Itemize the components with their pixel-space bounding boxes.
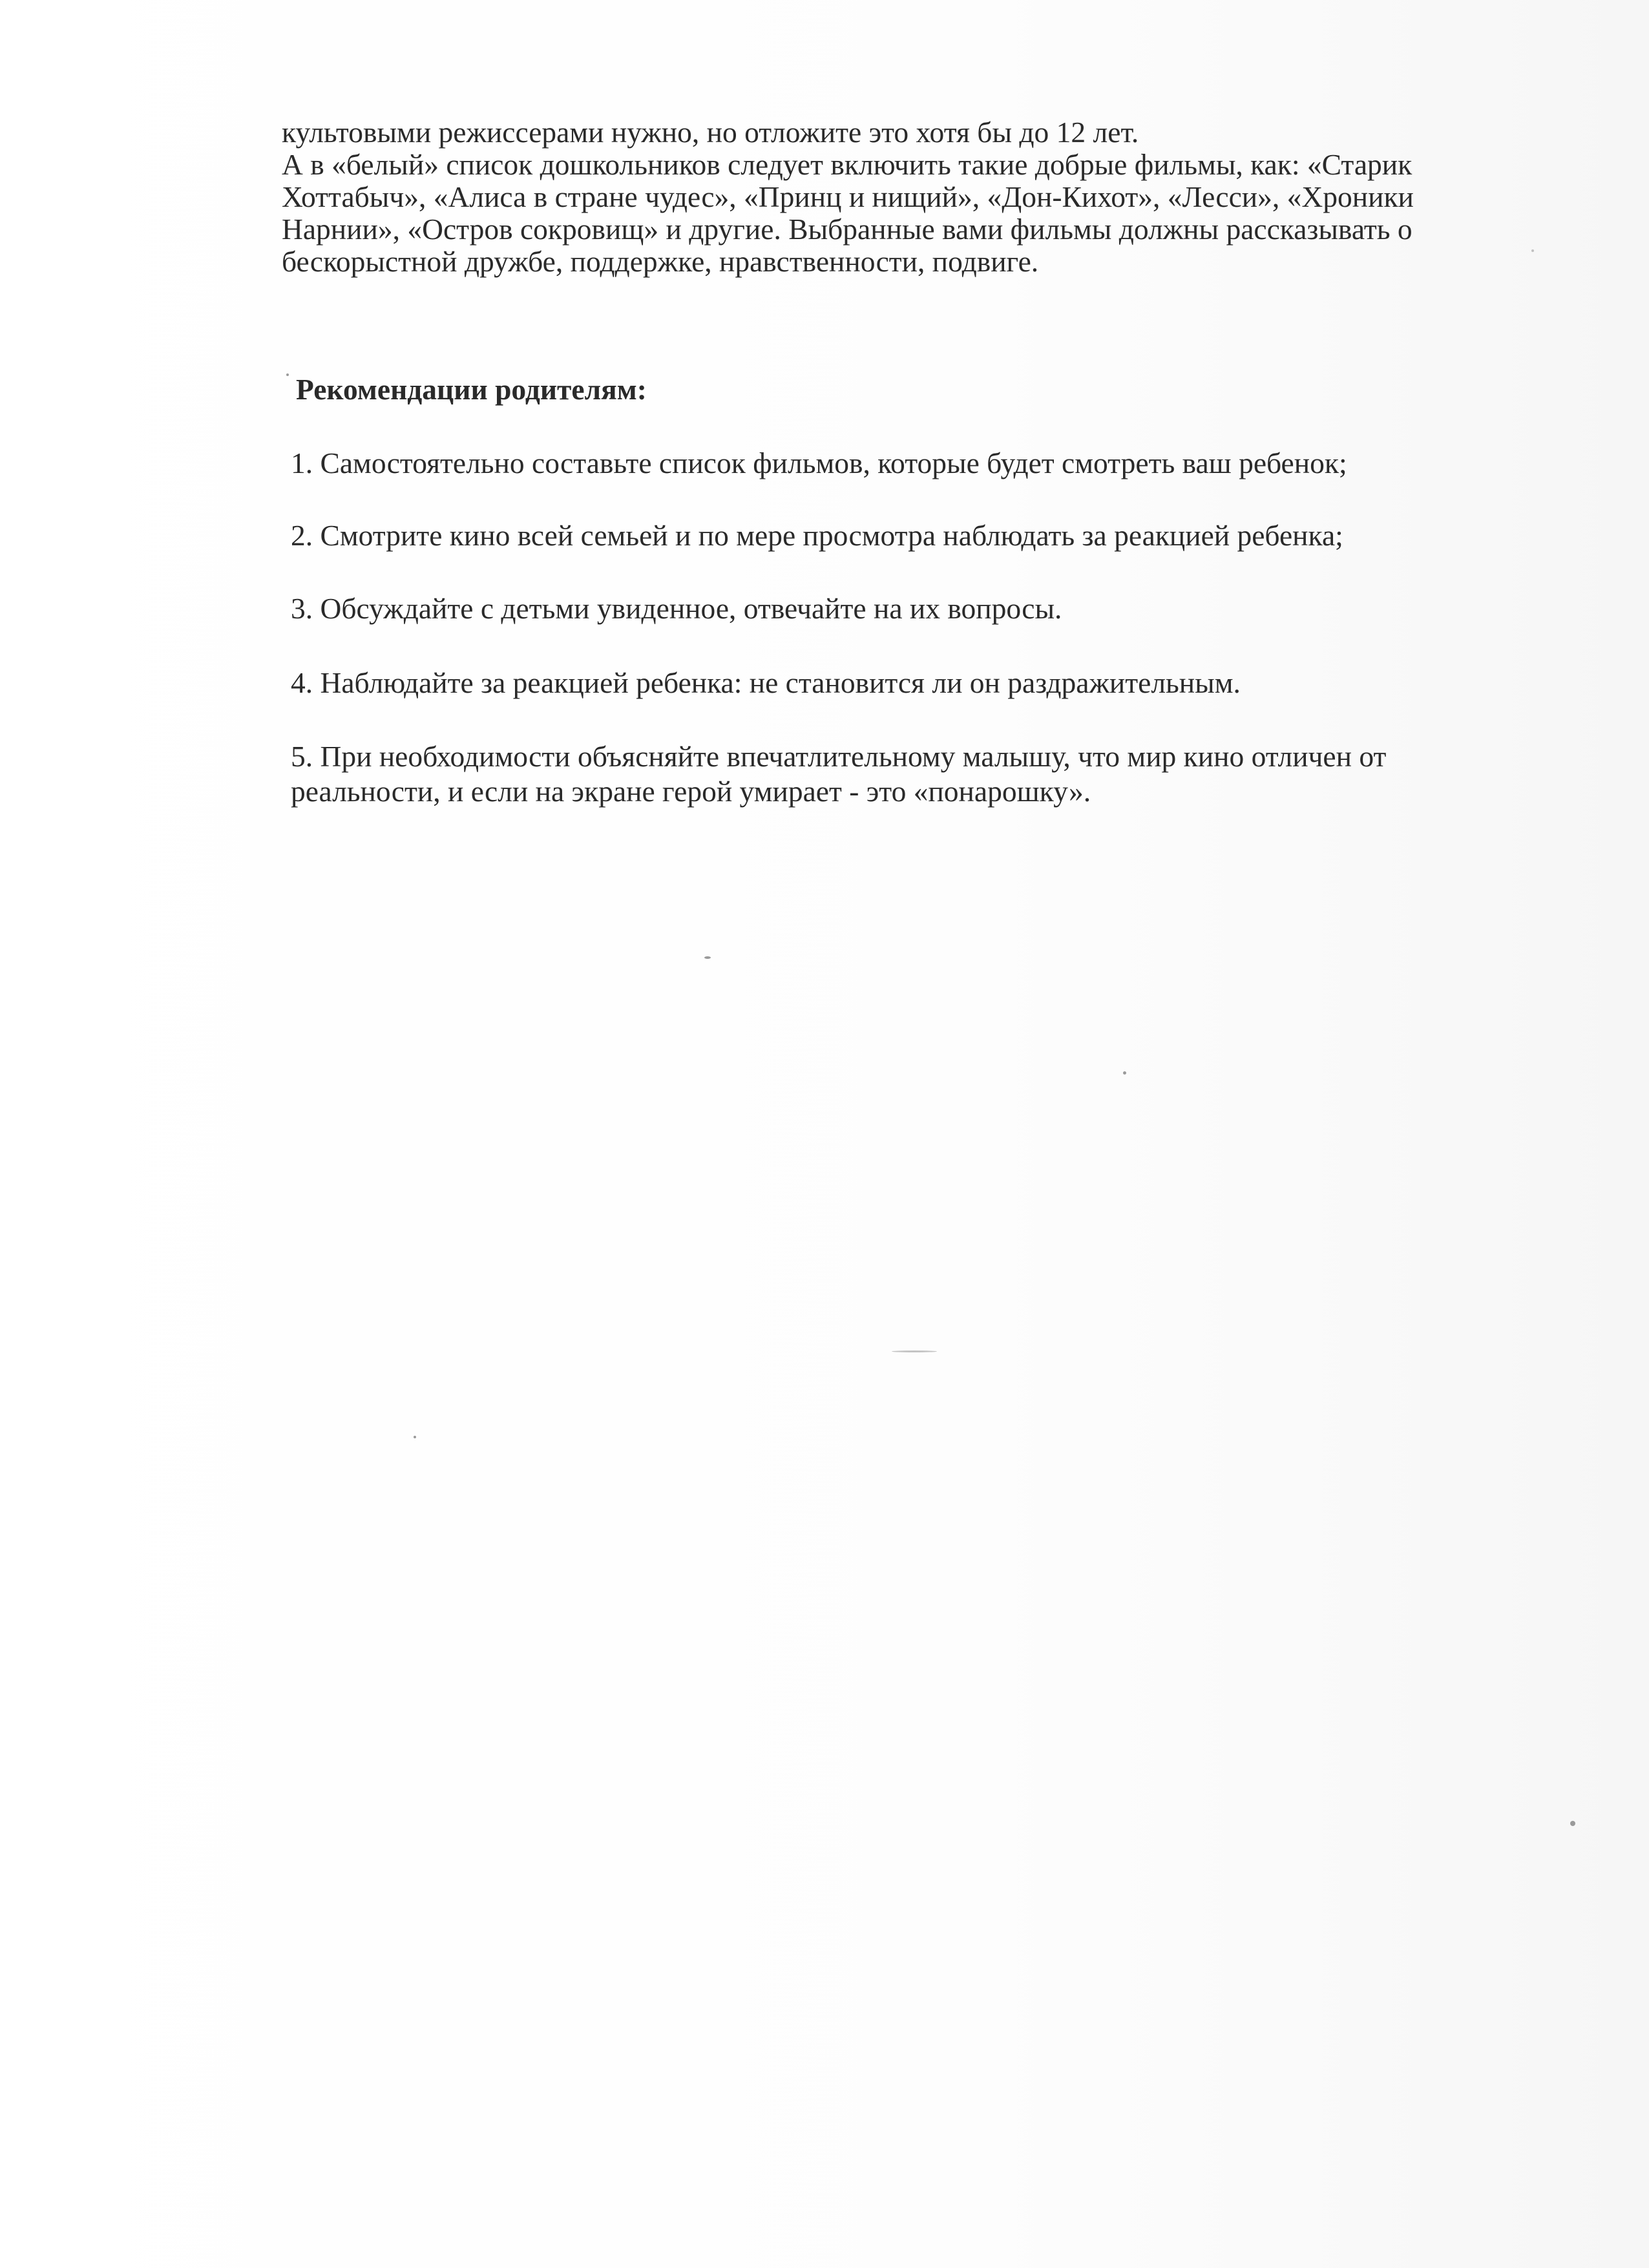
recommendations-heading: Рекомендации родителям:: [296, 373, 647, 406]
recommendation-item-2: 2. Смотрите кино всей семьей и по мере просмотра наблюдать за реакцией ребенка;: [291, 519, 1343, 552]
intro-line-4: Нарнии», «Остров сокровищ» и другие. Выбранные вами фильмы должны рассказывать о: [282, 213, 1413, 246]
recommendation-item-5-line-1: 5. При необходимости объясняйте впечатлительному малышу, что мир кино отличен от: [291, 740, 1387, 773]
intro-line-1: культовыми режиссерами нужно, но отложите это хотя бы до 12 лет.: [282, 116, 1139, 149]
scan-speck: [286, 373, 289, 376]
scan-speck: [1570, 1821, 1575, 1826]
recommendation-item-1: 1. Самостоятельно составьте список фильмов, которые будет смотреть ваш ребенок;: [291, 446, 1347, 479]
scan-speck: [414, 1436, 416, 1438]
recommendation-item-5-line-2: реальности, и если на экране герой умирает - это «понарошку».: [291, 775, 1091, 808]
recommendation-item-3: 3. Обсуждайте с детьми увиденное, отвечайте на их вопросы.: [291, 592, 1062, 625]
scan-speck: [1123, 1071, 1126, 1075]
intro-line-2: А в «белый» список дошкольников следует включить такие добрые фильмы, как: «Старик: [282, 148, 1413, 181]
scan-speck: [704, 956, 711, 959]
scan-speck: [1531, 249, 1534, 252]
recommendation-item-4: 4. Наблюдайте за реакцией ребенка: не становится ли он раздражительным.: [291, 666, 1241, 699]
intro-line-5: бескорыстной дружбе, поддержке, нравственности, подвиге.: [282, 245, 1039, 278]
scan-speck: [892, 1350, 937, 1352]
recommendation-item-5: [291, 739, 1551, 809]
intro-line-3: Хоттабыч», «Алиса в стране чудес», «Принц и нищий», «Дон-Кихот», «Лесси», «Хроники: [282, 180, 1414, 213]
intro-paragraph: [282, 116, 1542, 278]
